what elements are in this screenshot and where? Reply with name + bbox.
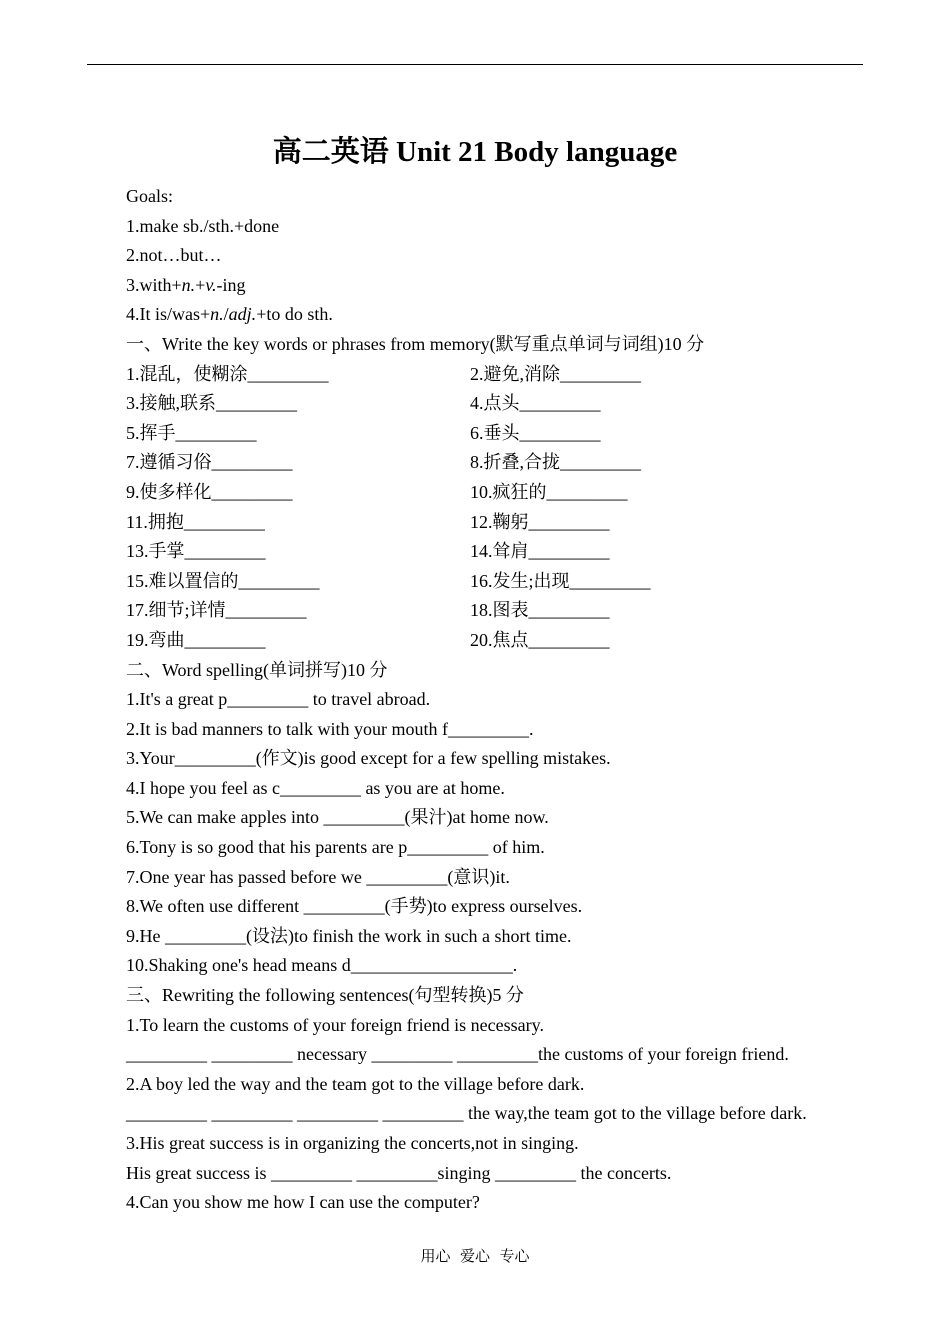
spelling-item: 4.I hope you feel as c_________ as you are at home. bbox=[126, 777, 505, 798]
vocab-item: 17.细节;详情_________ bbox=[126, 600, 307, 621]
goals-heading: Goals: bbox=[126, 186, 173, 206]
rewrite-line: _________ _________ _________ _________ the way,the team got to the village before dark. bbox=[126, 1103, 807, 1124]
vocab-item: 13.手掌_________ bbox=[126, 541, 266, 562]
vocab-row bbox=[126, 537, 886, 567]
spelling-item: 10.Shaking one's head means d__________________. bbox=[126, 955, 518, 976]
vocab-row bbox=[126, 478, 886, 508]
vocab-item: 1.混乱，使糊涂_________ bbox=[126, 363, 329, 384]
worksheet-body bbox=[126, 182, 886, 1218]
vocab-row bbox=[126, 448, 886, 478]
vocab-row bbox=[126, 596, 886, 626]
goal-item: 2.not…but… bbox=[126, 245, 222, 266]
rewrite-line: 4.Can you show me how I can use the computer? bbox=[126, 1192, 480, 1213]
vocab-row bbox=[126, 360, 886, 390]
spelling-item: 6.Tony is so good that his parents are p_________ of him. bbox=[126, 837, 545, 858]
vocab-item: 9.使多样化_________ bbox=[126, 481, 293, 502]
vocab-item: 16.发生;出现_________ bbox=[470, 570, 651, 591]
vocab-row bbox=[126, 508, 886, 538]
spelling-item: 5.We can make apples into _________(果汁)at home now. bbox=[126, 807, 549, 828]
section3-heading: 三、Rewriting the following sentences(句型转换)5 分 bbox=[126, 985, 524, 1006]
goal-item: 4.It is/was+n./adj.+to do sth. bbox=[126, 304, 333, 325]
vocab-item: 19.弯曲_________ bbox=[126, 629, 266, 650]
vocab-item: 14.耸肩_________ bbox=[470, 541, 610, 562]
goal-item: 1.make sb./sth.+done bbox=[126, 215, 280, 236]
spelling-item: 3.Your_________(作文)is good except for a few spelling mistakes. bbox=[126, 748, 611, 769]
page-title: 高二英语 Unit 21 Body language bbox=[272, 136, 678, 168]
goal-item: 3.with+n.+v.-ing bbox=[126, 274, 246, 295]
spelling-item: 7.One year has passed before we _________(意识)it. bbox=[126, 866, 510, 887]
rewrite-line: 1.To learn the customs of your foreign friend is necessary. bbox=[126, 1014, 544, 1035]
vocab-row bbox=[126, 419, 886, 449]
vocab-row bbox=[126, 626, 886, 656]
rewrite-line: _________ _________ necessary _________ _________the customs of your foreign friend. bbox=[126, 1044, 789, 1065]
spelling-item: 2.It is bad manners to talk with your mouth f_________. bbox=[126, 718, 534, 739]
rewrite-line: 2.A boy led the way and the team got to the village before dark. bbox=[126, 1073, 585, 1094]
vocab-item: 12.鞠躬_________ bbox=[470, 511, 610, 532]
vocab-item: 2.避免,消除_________ bbox=[470, 363, 641, 384]
vocab-item: 8.折叠,合拢_________ bbox=[470, 452, 641, 473]
vocab-item: 15.难以置信的_________ bbox=[126, 570, 320, 591]
vocab-row bbox=[126, 389, 886, 419]
vocab-item: 3.接触,联系_________ bbox=[126, 393, 297, 414]
vocab-item: 4.点头_________ bbox=[470, 393, 601, 414]
section2-heading: 二、Word spelling(单词拼写)10 分 bbox=[126, 659, 388, 680]
section1-heading: 一、Write the key words or phrases from memory(默写重点单词与词组)10 分 bbox=[126, 333, 705, 354]
page-footer: 用心 爱心 专心 bbox=[420, 1247, 530, 1265]
rewrite-line: 3.His great success is in organizing the concerts,not in singing. bbox=[126, 1133, 579, 1153]
vocab-row bbox=[126, 567, 886, 597]
spelling-item: 8.We often use different _________(手势)to express ourselves. bbox=[126, 896, 583, 917]
vocab-item: 10.疯狂的_________ bbox=[470, 481, 628, 502]
vocab-item: 18.图表_________ bbox=[470, 600, 610, 621]
vocab-item: 7.遵循习俗_________ bbox=[126, 452, 293, 473]
spelling-item: 9.He _________(设法)to finish the work in such a short time. bbox=[126, 925, 572, 946]
spelling-item: 1.It's a great p_________ to travel abroad. bbox=[126, 689, 431, 710]
vocab-item: 6.垂头_________ bbox=[470, 422, 601, 443]
vocab-item: 11.拥抱_________ bbox=[126, 511, 265, 532]
rewrite-line: His great success is _________ _________singing _________ the concerts. bbox=[126, 1162, 672, 1183]
header-rule bbox=[87, 64, 863, 65]
vocab-item: 5.挥手_________ bbox=[126, 422, 257, 443]
vocab-item: 20.焦点_________ bbox=[470, 629, 610, 650]
